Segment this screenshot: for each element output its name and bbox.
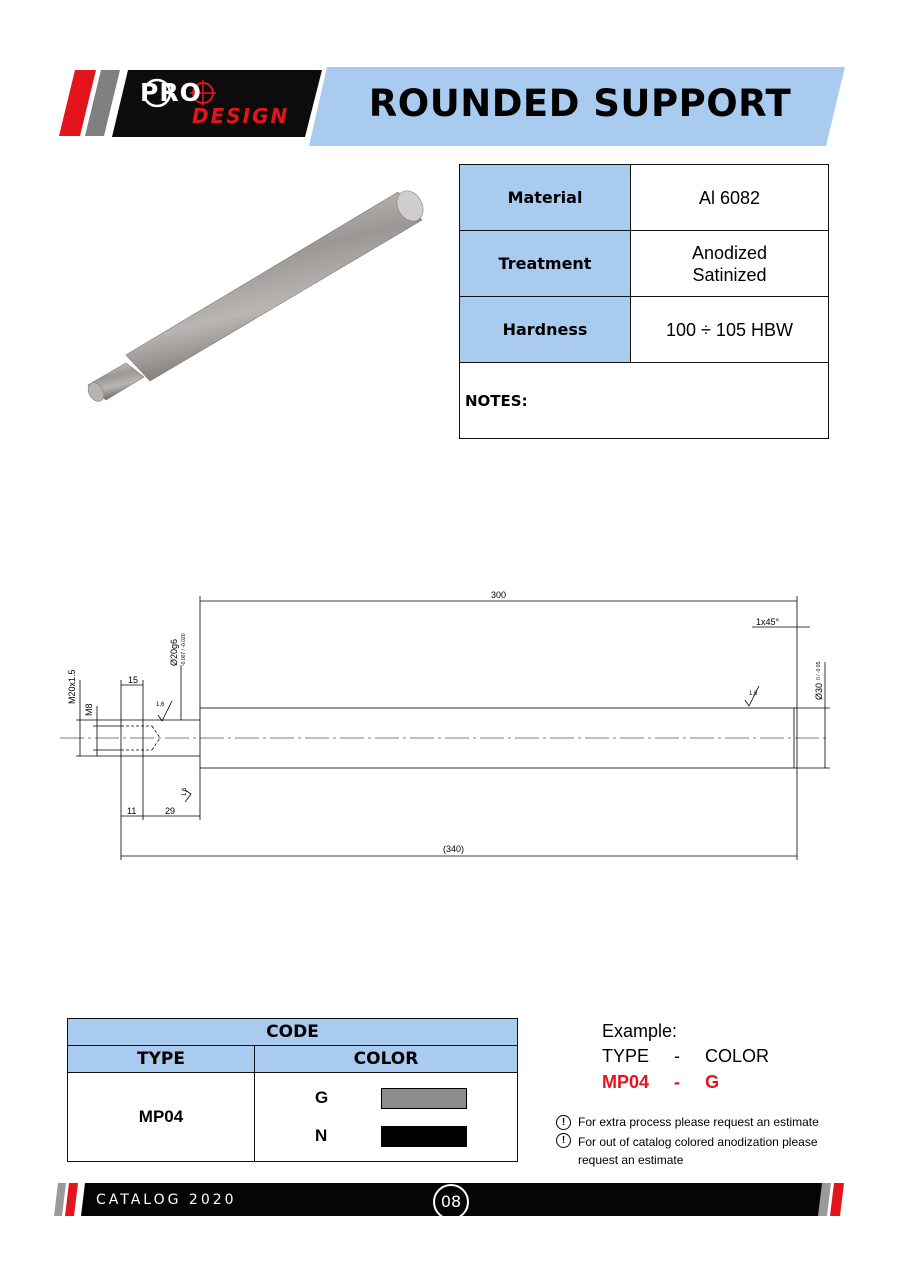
example-format bbox=[602, 1046, 769, 1067]
spec-row-material bbox=[460, 165, 829, 231]
dim-big-tol: 0 / -0.05 bbox=[816, 661, 822, 680]
color-option-g bbox=[255, 1079, 517, 1117]
note-text-line: request an estimate bbox=[578, 1153, 684, 1167]
spec-value: Al 6082 bbox=[631, 165, 829, 231]
technical-drawing bbox=[0, 580, 900, 880]
roughness-mark: 1,6 bbox=[182, 787, 188, 796]
page-number: 08 bbox=[433, 1184, 469, 1220]
spec-row-notes bbox=[460, 363, 829, 439]
note-text-line: For out of catalog colored anodization please bbox=[578, 1135, 818, 1149]
dim-total: (340) bbox=[443, 844, 465, 854]
spec-value: 100 ÷ 105 HBW bbox=[631, 297, 829, 363]
example-type-word: TYPE bbox=[602, 1046, 650, 1066]
color-swatch-gray bbox=[381, 1088, 467, 1109]
dim-29: 29 bbox=[165, 806, 176, 816]
code-title: CODE bbox=[68, 1019, 518, 1046]
spec-value-line: Anodized bbox=[691, 242, 768, 263]
color-letter: N bbox=[315, 1126, 328, 1145]
spec-label: Material bbox=[460, 165, 631, 231]
notes-label: NOTES: bbox=[460, 363, 829, 439]
example-code-dash: - bbox=[674, 1072, 681, 1092]
note-text bbox=[578, 1133, 818, 1169]
product-image bbox=[70, 180, 430, 410]
dim-small-tol: -0.007 / -0.020 bbox=[181, 633, 187, 666]
example-color-word: COLOR bbox=[705, 1046, 770, 1066]
spec-label: Treatment bbox=[460, 231, 631, 297]
spec-row-hardness bbox=[460, 297, 829, 363]
roughness-mark: 1,6 bbox=[749, 691, 758, 697]
dim-m8: M8 bbox=[84, 703, 94, 716]
logo-design: DESIGN bbox=[192, 104, 290, 128]
example-code-type: MP04 bbox=[602, 1072, 650, 1092]
example-code-color: G bbox=[705, 1072, 720, 1092]
example-code bbox=[602, 1072, 719, 1093]
roughness-mark: 1,6 bbox=[156, 702, 165, 708]
code-table bbox=[67, 1018, 518, 1162]
dim-thread: M20x1.5 bbox=[67, 669, 77, 704]
spec-row-treatment bbox=[460, 231, 829, 297]
col-color: COLOR bbox=[255, 1046, 518, 1073]
type-value: MP04 bbox=[68, 1073, 255, 1162]
example-dash: - bbox=[674, 1046, 681, 1066]
exclamation-circle-icon: ! bbox=[556, 1133, 571, 1148]
dim-big-dia: Ø30 bbox=[814, 682, 824, 700]
note-extra-process bbox=[556, 1115, 819, 1130]
dim-11: 11 bbox=[127, 806, 137, 816]
spec-value bbox=[631, 231, 829, 297]
dim-overall: 300 bbox=[491, 590, 507, 600]
dim-thread-length: 15 bbox=[128, 675, 139, 685]
logo-pro: PRO bbox=[140, 78, 202, 107]
color-swatch-black bbox=[381, 1126, 467, 1147]
color-letter: G bbox=[315, 1088, 329, 1107]
exclamation-circle-icon: ! bbox=[556, 1115, 571, 1130]
specs-table bbox=[459, 164, 829, 439]
page-title: ROUNDED SUPPORT bbox=[368, 82, 792, 125]
col-type: TYPE bbox=[68, 1046, 255, 1073]
spec-value-line: Satinized bbox=[692, 264, 767, 285]
example-label: Example: bbox=[602, 1021, 678, 1041]
color-option-n bbox=[255, 1117, 517, 1155]
dim-chamfer: 1x45° bbox=[756, 617, 780, 627]
header-banner bbox=[0, 0, 900, 160]
dim-small-dia: Ø20g6 bbox=[169, 638, 179, 666]
note-anodization bbox=[556, 1133, 818, 1169]
footer-catalog: CATALOG 2020 bbox=[96, 1192, 237, 1208]
note-text: For extra process please request an estimate bbox=[578, 1115, 819, 1129]
spec-label: Hardness bbox=[460, 297, 631, 363]
color-options bbox=[255, 1073, 518, 1162]
